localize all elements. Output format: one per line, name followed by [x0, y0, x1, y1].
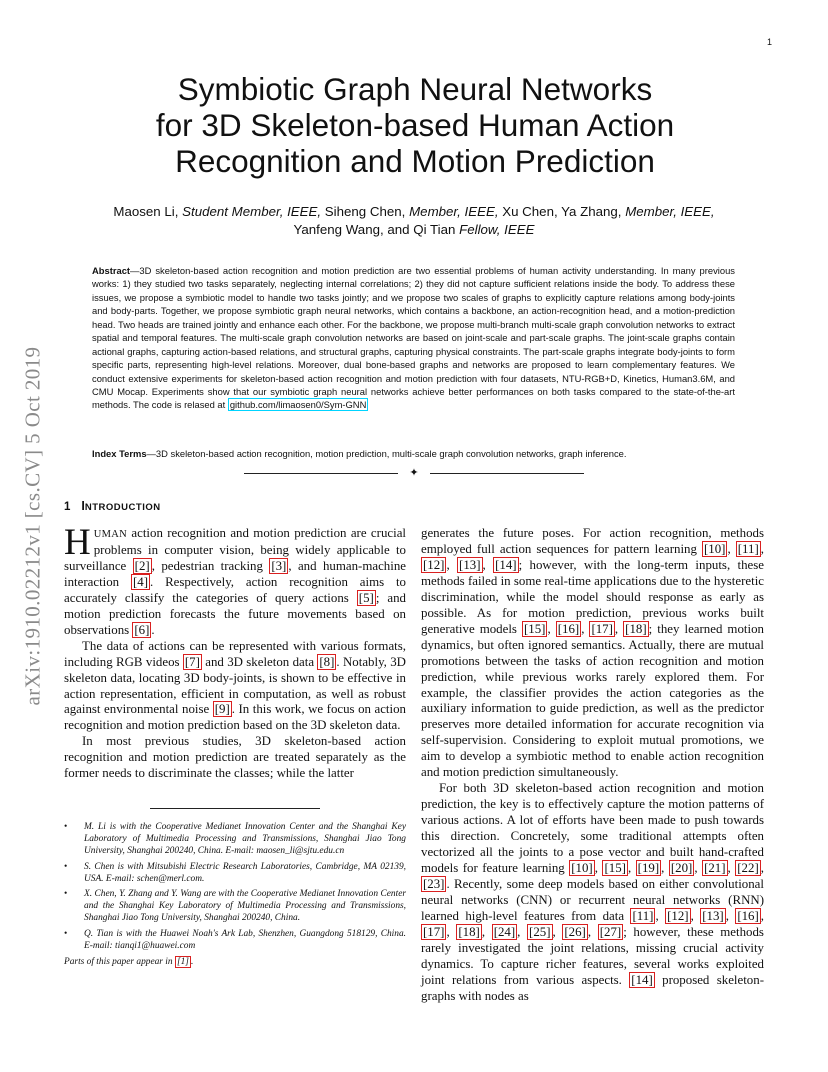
citation-link[interactable]: [26]	[564, 924, 586, 939]
arxiv-id: arXiv:1910.02212v1 [cs.CV] 5 Oct 2019	[20, 346, 45, 706]
text-run: . Respectively, action recognition aims to accurately classify the categories of query actions	[64, 574, 406, 605]
text-run: . Recently, some deep models based on either convolutional neural networks (CNN) or recurrent neural networks (RNN) learned high-level features from data	[421, 876, 764, 923]
footnote-item	[64, 821, 406, 858]
citation-link[interactable]: [5]	[358, 590, 374, 605]
author-line-1	[50, 203, 778, 221]
footnote-rule	[150, 808, 320, 809]
citation-link[interactable]: [18]	[458, 924, 480, 939]
text-run: ; however, with the long-term inputs, these methods failed in some real-time applications due to the hysteretic discrimination, while the model should response as early as possible. As for motion prediction, previous works built generative models	[421, 557, 764, 636]
arxiv-watermark	[20, 296, 46, 756]
footnote-text: S. Chen is with Mitsubishi Electric Research Laboratories, Cambridge, MA 02139, USA. E-mail: schen@merl.com.	[84, 861, 406, 884]
index-terms-label: Index Terms	[92, 448, 147, 459]
text-run: ,	[614, 621, 624, 636]
text-run: ,	[594, 861, 603, 876]
text-run: ,	[727, 861, 736, 876]
citation-link[interactable]: [6]	[134, 622, 150, 637]
paragraph	[64, 522, 406, 639]
text-run: ,	[661, 861, 669, 876]
text-run: ,	[481, 924, 492, 939]
section-title-initial: I	[81, 499, 85, 513]
citation-link[interactable]: [11]	[632, 908, 654, 923]
abstract	[92, 264, 735, 412]
citation-link[interactable]: [14]	[495, 557, 517, 572]
text-run: .	[151, 622, 155, 637]
text-run: ,	[627, 861, 636, 876]
bullet-icon: •	[64, 822, 68, 832]
text-run: ,	[760, 541, 764, 556]
text-run: ,	[655, 908, 666, 923]
bullet-icon: •	[64, 889, 68, 900]
citation-link[interactable]: [8]	[319, 654, 335, 669]
author-role: Member, IEEE,	[625, 204, 715, 219]
text-run: ,	[727, 541, 736, 556]
author-name: Xu Chen, Ya Zhang,	[502, 204, 622, 219]
citation-link[interactable]: [22]	[737, 861, 759, 876]
footnote-item	[64, 861, 406, 885]
text-run: . Notably, 3D skeleton data, locating 3D body-joints, is shown to be effective in action representation, efficient in computation, as well as robust against environmental noise	[64, 654, 406, 717]
citation-link[interactable]: [13]	[702, 908, 724, 923]
author-name: Maosen Li,	[113, 204, 179, 219]
title-line: Symbiotic Graph Neural Networks	[177, 71, 653, 107]
text-run: ,	[446, 924, 457, 939]
footnotes	[64, 821, 406, 968]
text-run: ,	[446, 557, 458, 572]
citation-link[interactable]: [18]	[625, 621, 647, 636]
citation-link[interactable]: [17]	[423, 924, 445, 939]
footnote-text: X. Chen, Y. Zhang and Y. Wang are with the Cooperative Medianet Innovation Center and the Shanghai Key Laboratory of Multimedia Processing and Transmissions, Shanghai Jiao Tong University, Shanghai 200240, China.	[84, 889, 406, 924]
divider-line-right	[430, 473, 584, 474]
text-run: The data of actions can be represented with various formats, including RGB videos	[64, 638, 406, 669]
paper-title	[70, 71, 760, 180]
footnote-text: Q. Tian is with the Huawei Noah's Ark Lab, Shenzhen, Guangdong 518129, China. E-mail: tianqi1@huawei.com	[84, 928, 406, 951]
text-run: ; however, these methods rarely investigated the joint relations, missing crucial activity dynamics. To capture richer features, several works exploited joint relations from various aspects.	[421, 924, 764, 987]
citation-link[interactable]: [10]	[703, 541, 726, 556]
diamond-icon: ✦	[409, 466, 419, 479]
citation-link[interactable]: [11]	[737, 541, 759, 556]
text-run: Parts of this paper appear in	[64, 957, 175, 968]
text-run: generates the future poses. For action recognition, methods employed full action sequences for pattern learning	[421, 526, 764, 556]
citation-link[interactable]: [27]	[599, 924, 622, 939]
left-column	[64, 522, 406, 782]
section-divider	[244, 466, 584, 480]
text-run: , pedestrian tracking	[151, 558, 270, 573]
citation-link[interactable]: [20]	[670, 861, 693, 876]
citation-link[interactable]: [7]	[184, 654, 200, 669]
citation-link[interactable]: [4]	[132, 574, 148, 589]
paragraph	[64, 639, 406, 735]
citation-link[interactable]: [25]	[529, 924, 551, 939]
title-line: for 3D Skeleton-based Human Action	[155, 107, 675, 144]
citation-link[interactable]: [12]	[667, 908, 689, 923]
author-role: Fellow, IEEE	[459, 222, 535, 238]
text-run: ; they learned motion dynamics, but often ignored semantics. Actually, there are mutual promotions between the tasks of action recognition and motion prediction, while previous works rarely explored them. For example, the classifier provides the action categories as the auxiliary information to guide prediction, as well as the predictor preserves more detailed information for accurate recognition via self-supervision. Considering to exploit mutual promotions, we aim to develop a symbiotic method to enable action recognition and motion prediction simultaneously.	[421, 621, 764, 780]
citation-link[interactable]: [14]	[631, 972, 653, 987]
footnote-item	[64, 888, 406, 925]
code-link[interactable]: github.com/limaosen0/Sym-GNN	[229, 399, 367, 411]
text-run: ,	[581, 621, 590, 636]
parts-note	[64, 956, 406, 968]
text-run: action recognition and motion prediction are crucial problems in computer vision, being widely applicable to surveillance	[64, 526, 406, 573]
bullet-icon: •	[64, 861, 68, 872]
citation-link[interactable]: [23]	[423, 876, 445, 891]
paragraph	[421, 781, 764, 1004]
section-title-rest: NTRODUCTION	[84, 502, 161, 513]
index-terms	[92, 447, 735, 460]
right-column	[421, 526, 764, 1005]
text-run: ,	[725, 908, 736, 923]
citation-link[interactable]: [24]	[493, 924, 516, 939]
text-run: ,	[760, 861, 764, 876]
text-run: ; and motion prediction forecasts the future movements based on observations	[64, 590, 406, 637]
author-name: Yanfeng Wang, and Qi Tian	[293, 222, 456, 238]
text-run: , and human-machine interaction	[64, 558, 406, 589]
citation-link[interactable]: [16]	[737, 908, 759, 923]
citation-link[interactable]: [12]	[423, 557, 445, 572]
text-run: ,	[552, 924, 563, 939]
citation-link[interactable]: [19]	[637, 861, 660, 876]
divider-line-left	[244, 473, 398, 474]
page-number: 1	[766, 37, 772, 47]
citation-link[interactable]: [13]	[459, 557, 481, 572]
citation-link[interactable]: [15]	[604, 861, 626, 876]
citation-link[interactable]: [3]	[271, 558, 287, 573]
text-run: .	[190, 957, 194, 968]
citation-link[interactable]: [1]	[176, 957, 189, 968]
citation-link[interactable]: [16]	[557, 621, 580, 636]
text-run: ,	[482, 557, 494, 572]
text-run: proposed skeleton-graphs with nodes as	[421, 972, 764, 1003]
abstract-body: —3D skeleton-based action recognition and motion prediction are two essential problems of human activity understanding. In many previous works: 1) they studied two tasks separately, neglecting internal correlations; 2) they did not capture sufficient relations inside the body. To address these issues, we propose a symbiotic model to handle two tasks jointly; and we propose two scales of graphs to explicitly capture relations among body-joints and body-parts. Together, we propose symbiotic graph neural networks, which contains a backbone, an action-recognition head, and a motion-prediction head. Two heads are trained jointly and enhance each other. For the backbone, we propose multi-branch multi-scale graph convolution networks to extract spatial and temporal features. The multi-scale graph convolution networks are based on joint-scale and part-scale graphs. The joint-scale graphs contain actional graphs, capturing action-based relations, and structural graphs, capturing physical constraints. The part-scale graphs integrate body-joints to form specific parts, representing high-level relations. Moreover, dual bone-based graphs and networks are proposed to learn complementary features. We conduct extensive experiments for skeleton-based action recognition and motion prediction with four datasets, NTU-RGB+D, Kinetics, Human3.6M, and CMU Mocap. Experiments show that our symbiotic graph neural networks achieve better performances on both tasks compared to the state-of-the-art methods. The code is relased at	[92, 265, 735, 411]
title-line: Recognition and Motion Prediction	[175, 143, 655, 180]
author-role: Student Member, IEEE,	[182, 204, 322, 219]
text-run: ,	[694, 861, 703, 876]
drop-cap: H	[64, 522, 91, 563]
citation-link[interactable]: [21]	[704, 861, 726, 876]
paragraph	[421, 526, 764, 781]
section-number: 1	[64, 501, 71, 513]
footnote-item	[64, 928, 406, 952]
citation-link[interactable]: [17]	[591, 621, 613, 636]
text-run: and 3D skeleton data	[201, 654, 318, 669]
footnote-text: M. Li is with the Cooperative Medianet Innovation Center and the Shanghai Key Laboratory of Multimedia Processing and Transmissions, Shanghai Jiao Tong University, Shanghai 200240, China. E-mail: maosen_li@sjtu.edu.cn	[84, 822, 406, 857]
text-run: . In this work, we focus on action recognition and motion prediction based on the 3D skeleton data.	[64, 702, 406, 733]
citation-link[interactable]: [2]	[134, 558, 150, 573]
text-run: For both 3D skeleton-based action recognition and motion prediction, the key is to effectively capture the motion patterns of various actions. A lot of efforts have been made to push towards this direction. Concretely, some traditional attempts often vectorized all the joints to a pose vector and built hand-crafted models for feature learning	[421, 781, 764, 876]
text-run: ,	[587, 924, 598, 939]
citation-link[interactable]: [15]	[523, 621, 546, 636]
text-run: ,	[690, 908, 701, 923]
text-run: ,	[547, 621, 556, 636]
author-role: Member, IEEE,	[409, 204, 499, 219]
text-run: ,	[517, 924, 528, 939]
author-name: Siheng Chen,	[324, 204, 406, 219]
citation-link[interactable]: [10]	[571, 861, 593, 876]
paragraph: In most previous studies, 3D skeleton-based action recognition and motion prediction are treated separately as the former needs to discriminate the classes; while the latter	[64, 734, 406, 781]
index-terms-body: —3D skeleton-based action recognition, motion prediction, multi-scale graph convolution networks, graph inference.	[146, 448, 627, 459]
section-heading	[64, 499, 161, 513]
citation-link[interactable]: [9]	[214, 702, 230, 717]
bullet-icon: •	[64, 928, 68, 939]
author-line-2	[50, 221, 778, 239]
smallcaps-word: UMAN	[93, 529, 128, 540]
text-run: ,	[760, 908, 765, 923]
author-list	[50, 203, 778, 240]
abstract-label: Abstract	[92, 265, 131, 276]
